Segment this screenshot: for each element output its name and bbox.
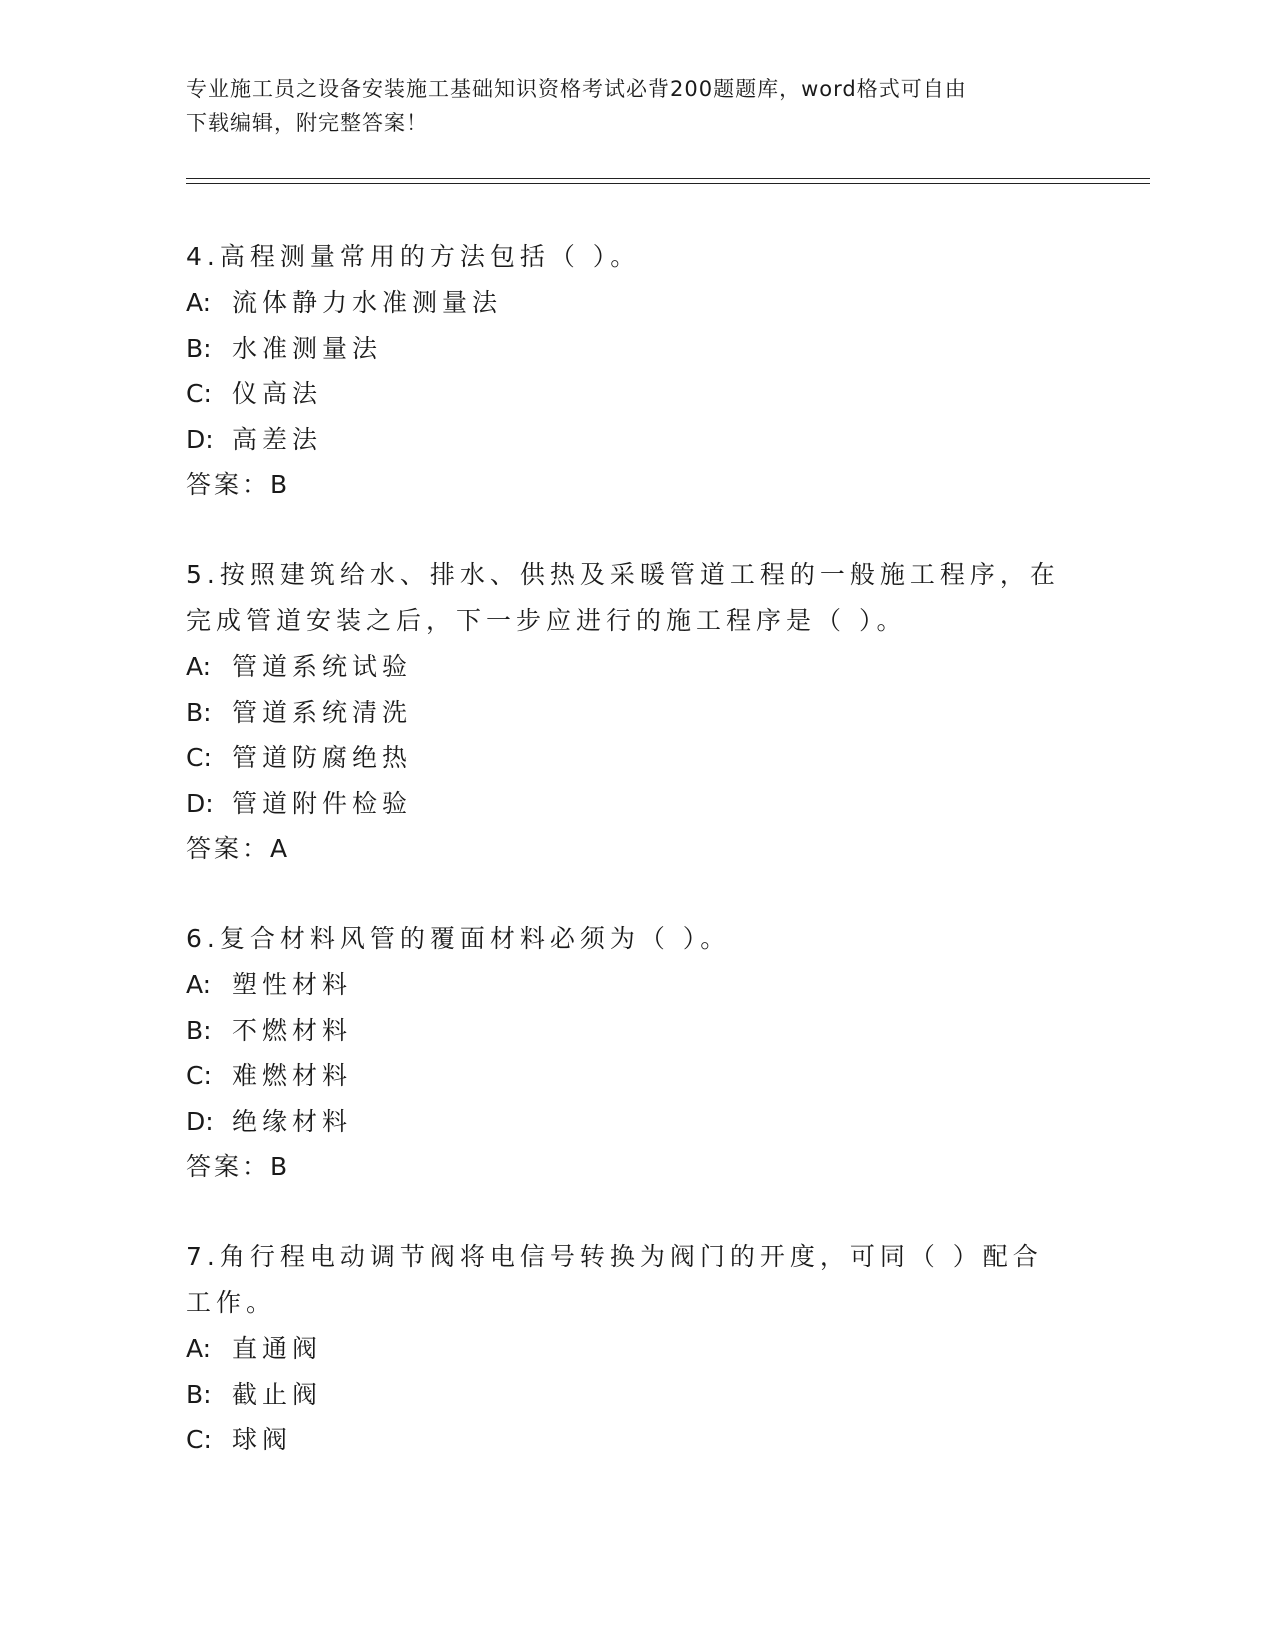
header-rule-bottom [186,183,1150,184]
option-text: 流体静力水准测量法 [232,288,503,317]
option-b [186,326,1086,372]
question-7 [186,1234,1086,1463]
option-key: B: [186,1015,212,1045]
option-a [186,280,1086,326]
option-a [186,1326,1086,1372]
option-text: 管道系统试验 [232,652,413,681]
option-key: B: [186,697,212,727]
answer-line [186,1144,1086,1189]
question-stem: 4.高程测量常用的方法包括（ ）。 [186,242,641,271]
answer-label: 答案： [186,470,271,499]
question-list [186,234,1086,1508]
option-text: 塑性材料 [232,970,353,999]
option-c [186,1053,1086,1099]
option-text: 管道系统清洗 [232,697,413,727]
question-4 [186,234,1086,507]
option-a [186,644,1086,690]
answer-line [186,462,1086,507]
option-key: A: [186,970,212,999]
option-key: D: [186,788,214,818]
option-text: 管道防腐绝热 [232,743,413,772]
option-key: A: [186,288,212,317]
answer-value: A [270,834,290,863]
option-text: 仪高法 [232,379,323,408]
question-stem: 6.复合材料风管的覆面材料必须为（ ）。 [186,924,731,953]
answer-value: B [270,470,290,499]
option-c [186,735,1086,781]
answer-line [186,826,1086,871]
option-b [186,1008,1086,1054]
header-rule-top [186,178,1150,179]
option-key: C: [186,379,212,408]
document-header [186,72,1066,140]
option-d [186,1099,1086,1145]
question-5 [186,552,1086,871]
option-text: 管道附件检验 [232,788,413,818]
option-text: 截止阀 [232,1379,323,1409]
header-line-1: 专业施工员之设备安装施工基础知识资格考试必背200题题库，word格式可自由 [186,77,967,101]
option-text: 绝缘材料 [232,1106,353,1136]
option-c [186,1417,1086,1463]
option-key: C: [186,1061,212,1090]
option-b [186,690,1086,736]
option-key: D: [186,1106,214,1136]
option-text: 水准测量法 [232,333,383,363]
option-d [186,781,1086,827]
question-stem: 5.按照建筑给水、排水、供热及采暖管道工程的一般施工程序，在完成管道安装之后，下一步应进行的施工程序是（ ）。 [186,560,1060,635]
option-key: A: [186,652,212,681]
answer-label: 答案： [186,834,271,863]
option-a [186,962,1086,1008]
option-text: 难燃材料 [232,1061,353,1090]
option-text: 高差法 [232,424,323,454]
option-text: 不燃材料 [232,1015,353,1045]
question-stem: 7.角行程电动调节阀将电信号转换为阀门的开度，可同（ ）配合工作。 [186,1242,1043,1317]
option-key: D: [186,424,214,454]
answer-value: B [270,1152,290,1181]
question-6 [186,916,1086,1189]
option-key: A: [186,1334,212,1363]
option-key: C: [186,743,212,772]
header-line-2: 下载编辑，附完整答案！ [186,111,428,135]
option-key: B: [186,333,212,363]
option-b [186,1372,1086,1418]
option-text: 直通阀 [232,1334,323,1363]
answer-label: 答案： [186,1152,271,1181]
option-text: 球阀 [232,1425,293,1454]
option-d [186,417,1086,463]
option-key: C: [186,1425,212,1454]
option-c [186,371,1086,417]
option-key: B: [186,1379,212,1409]
